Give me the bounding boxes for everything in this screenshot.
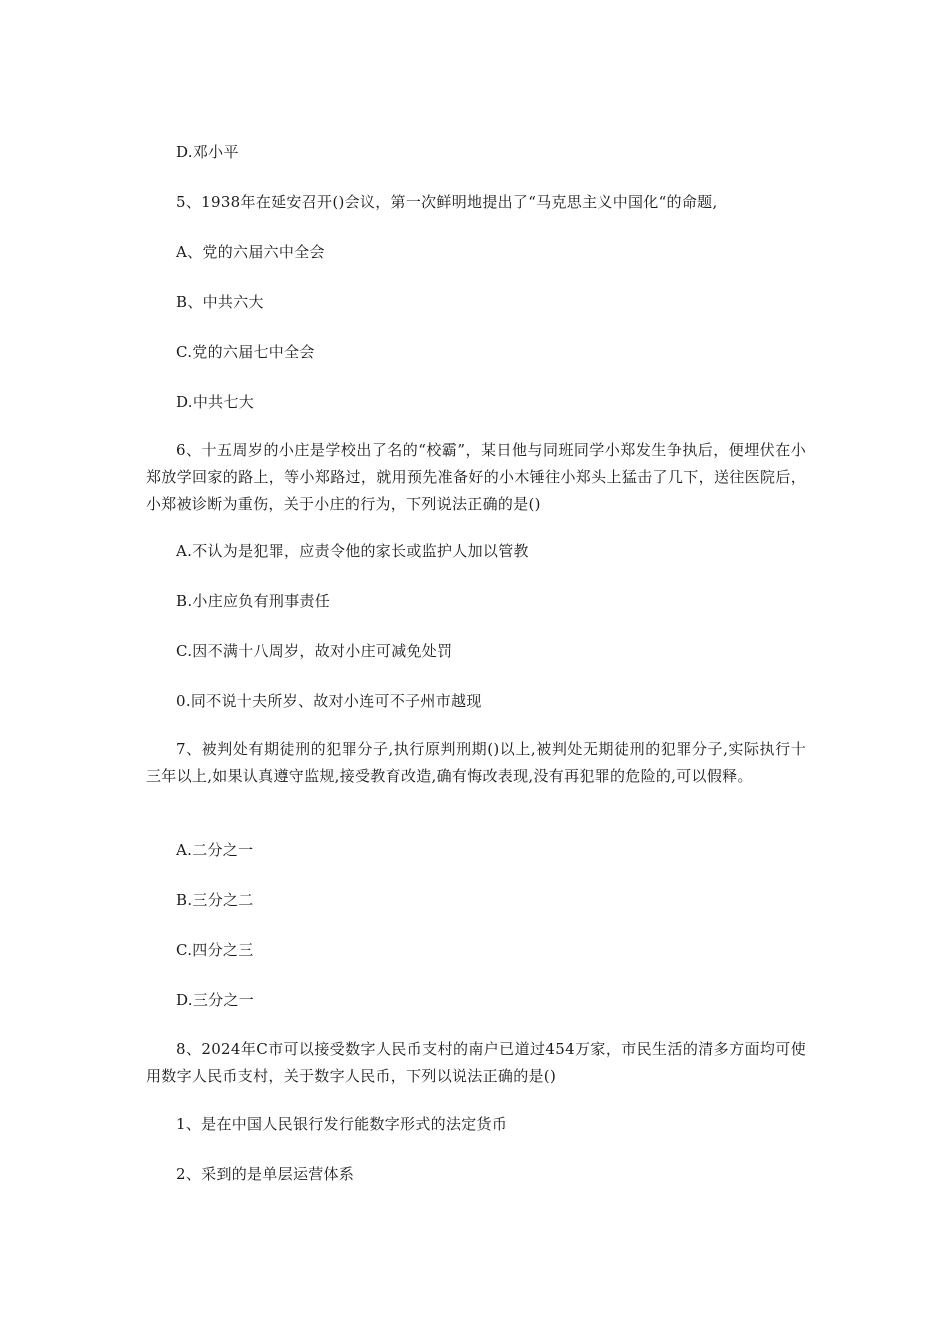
q5-option-c: C.党的六届七中全会	[176, 343, 315, 361]
q6-option-d: 0.同不说十夫所岁、故对小连可不子州市越现	[176, 692, 482, 710]
q7-option-a: A.二分之一	[176, 841, 254, 859]
q7-option-b: B.三分之二	[176, 891, 254, 909]
q5-option-a: A、党的六届六中全会	[176, 243, 325, 261]
q8-statement-2: 2、采到的是单层运营体系	[176, 1165, 355, 1183]
q8-question: 8、2024年C市可以接受数字人民币支村的南户已道过454万家，市民生活的清多方面均可使用数字人民币支村，关于数字人民币，下列以说法正确的是()	[146, 1040, 806, 1085]
q7-question: 7、被判处有期徒刑的犯罪分子,执行原判刑期()以上,被判处无期徒刑的犯罪分子,实际执行十三年以上,如果认真遵守监规,接受教育改造,确有悔改表现,没有再犯罪的危险的,可以假释。	[146, 740, 806, 785]
q8-statement-1: 1、是在中国人民银行发行能数字形式的法定货币	[176, 1115, 508, 1133]
q7-option-d: D.三分之一	[176, 991, 255, 1009]
q5-question: 5、1938年在延安召开()会议，第一次鲜明地提出了“马克思主义中国化“的命题,	[176, 193, 718, 211]
q7-option-c: C.四分之三	[176, 941, 254, 959]
q6-option-a: A.不认为是犯罪，应责令他的家长或监护人加以管教	[176, 542, 529, 560]
q5-option-b: B、中共六大	[176, 293, 264, 311]
q6-option-c: C.因不满十八周岁，故对小庄可减免处罚	[176, 642, 453, 660]
q4-option-d: D.邓小平	[176, 143, 239, 161]
q5-option-d: D.中共七大	[176, 393, 255, 411]
q6-question: 6、十五周岁的小庄是学校出了名的“校霸”，某日他与同班同学小郑发生争执后，便埋伏在小郑放学回家的路上，等小郑路过，就用预先准备好的小木锤往小郑头上猛击了几下，送往医院后，小郑被诊断为重伤，关于小庄的行为，下列说法正确的是()	[146, 441, 806, 513]
q6-option-b: B.小庄应负有刑事责任	[176, 592, 331, 610]
